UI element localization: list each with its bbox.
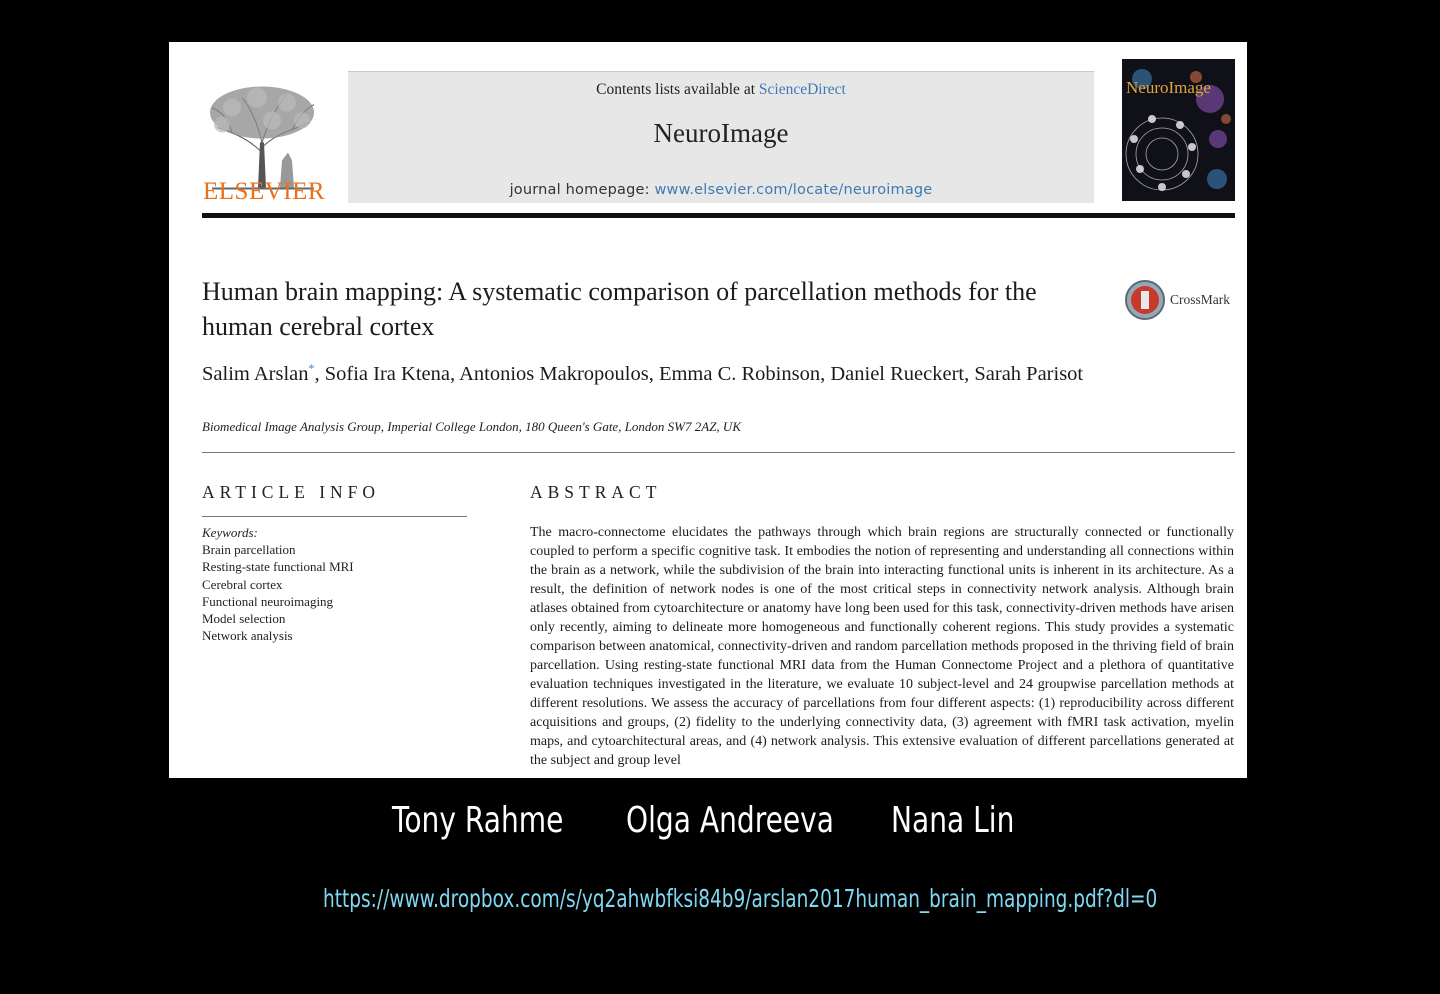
journal-name: NeuroImage — [653, 118, 789, 148]
keyword-item: Brain parcellation — [202, 542, 296, 558]
presenter-name: Olga Andreeva — [626, 800, 835, 841]
keyword-item: Resting-state functional MRI — [202, 559, 354, 575]
keyword-item: Network analysis — [202, 628, 293, 644]
cover-title: NeuroImage — [1126, 78, 1211, 97]
first-author: Salim Arslan — [202, 362, 309, 385]
dropbox-link[interactable]: https://www.dropbox.com/s/yq2ahwbfksi84b9/arslan2017human_brain_mapping.pdf?dl=0 — [323, 884, 1158, 913]
other-authors: , Sofia Ira Ktena, Antonios Makropoulos, Emma C. Robinson, Daniel Rueckert, Sarah Parisot — [314, 362, 1084, 385]
presenter-name: Tony Rahme — [392, 800, 564, 841]
keyword-item: Cerebral cortex — [202, 576, 283, 592]
header-rule — [202, 213, 1235, 218]
presenter-name: Nana Lin — [891, 800, 1015, 841]
paper-page — [169, 42, 1247, 778]
keyword-item: Functional neuroimaging — [202, 593, 334, 609]
section-rule — [202, 452, 1235, 453]
paper-title: Human brain mapping: A systematic comparison of parcellation methods for the human cerebral cortex — [202, 277, 1037, 341]
journal-cover-image — [1122, 59, 1235, 201]
presenter-names — [0, 800, 1440, 860]
corresponding-author-marker[interactable]: * — [308, 361, 315, 375]
journal-header — [348, 71, 1094, 203]
homepage-link[interactable]: www.elsevier.com/locate/neuroimage — [654, 182, 933, 198]
abstract-text: The macro-connectome elucidates the pathways through which brain regions are structurally connected or functionally coupled to perform a specific cognitive task. It embodies the notion of representing and understanding all connections within the brain as a network, while the subdivision of the brain into interacting functional units is inherent in its architecture. As a result, the definition of network nodes is one of the most critical steps in connectivity network analysis. Although brain atlases obtained from cytoarchitecture or anatomy have long been used for this task, connectivity-driven methods have arisen only recently, aiming to delineate more homogeneous and functionally coherent regions. This study provides a systematic comparison between anatomical, connectivity-driven and random parcellation methods proposed in the thriving field of brain parcellation. Using resting-state functional MRI data from the Human Connectome Project and a plethora of quantitative evaluation techniques investigated in the literature, we evaluate 10 subject-level and 24 groupwise parcellation methods at different resolutions. We assess the accuracy of parcellations from four different aspects: (1) reproducibility across different acquisitions and groups, (2) fidelity to the underlying connectivity data, (3) agreement with fMRI task activation, myelin maps, and cytoarchitectural areas, and (4) network analysis. This extensive evaluation of different parcellations generated at the subject and group level — [530, 525, 1234, 768]
homepage-line — [348, 182, 1094, 198]
article-info-rule — [202, 516, 467, 517]
contents-prefix: Contents lists available at — [596, 81, 759, 98]
elsevier-wordmark: ELSEVIER — [203, 178, 326, 205]
keyword-item: Model selection — [202, 611, 286, 627]
crossmark-label[interactable]: CrossMark — [1170, 292, 1230, 307]
crossmark-icon[interactable] — [1124, 279, 1166, 321]
abstract-heading: ABSTRACT — [530, 482, 662, 502]
author-list — [202, 355, 1102, 387]
affiliation: Biomedical Image Analysis Group, Imperial College London, 180 Queen's Gate, London SW7 2AZ, UK — [202, 419, 741, 434]
sciencedirect-link[interactable]: ScienceDirect — [758, 81, 846, 98]
keywords-label: Keywords: — [202, 525, 258, 540]
keywords-list — [202, 524, 354, 644]
homepage-prefix: journal homepage: — [509, 182, 655, 198]
contents-line — [348, 81, 1094, 99]
article-info-heading: ARTICLE INFO — [202, 482, 381, 502]
